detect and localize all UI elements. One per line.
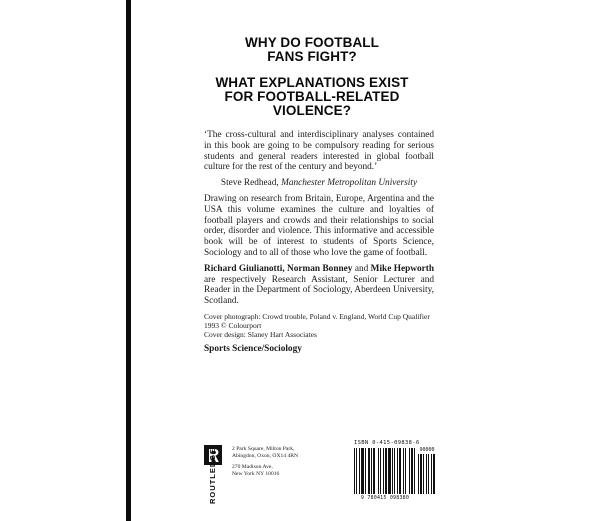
barcode-bar (420, 454, 422, 494)
barcode-bar (359, 448, 360, 494)
author-bio-text: are respectively Research Assistant, Senior Lecturer and Reader in the Department of Sociology, Aberdeen University, Scotland. (204, 274, 434, 307)
barcode-bar (373, 448, 375, 494)
barcode-bar (431, 454, 432, 494)
barcode-bar (418, 454, 419, 494)
isbn-barcode-block (354, 440, 436, 502)
headline-line: FANS FIGHT? (267, 49, 357, 64)
barcode-digits: 9 780415 098380 (360, 495, 410, 501)
review-quote: ‘The cross-cultural and interdisciplinary analyses contained in this book are going to be compulsory reading for serious students and general readers interested in global football culture for the rest of the century and beyond.’ (204, 130, 434, 173)
barcode-icon (354, 448, 416, 494)
barcode-bar (433, 454, 435, 494)
barcode-bar (371, 448, 372, 494)
author-bio (204, 264, 434, 307)
publisher-name: ROUTLEDGE (208, 447, 217, 504)
photo-credit: Cover photograph: Crowd trouble, Poland v. England, World Cup Qualifier 1993 © Colourport (204, 311, 430, 330)
barcode-bar (365, 448, 366, 494)
barcode-bar (403, 448, 404, 494)
address-line: 2 Park Square, Milton Park, (232, 446, 295, 452)
isbn-number: ISBN 0-415-09838-6 (354, 440, 420, 446)
barcode-bar (426, 454, 427, 494)
barcode-bar (394, 448, 395, 494)
design-credit: Cover design: Slaney Hart Associates (204, 329, 317, 339)
headline-line: VIOLENCE? (272, 103, 352, 118)
barcode-bar (385, 448, 387, 494)
blurb (204, 130, 434, 364)
headline-line: WHY DO FOOTBALL (245, 35, 379, 50)
barcode-addon-icon (418, 454, 436, 494)
barcode-bar (423, 454, 424, 494)
barcode-bar (378, 448, 379, 494)
barcode-addon-digits: 90000 (419, 447, 435, 453)
barcode-bar (383, 448, 384, 494)
publisher-address (232, 446, 332, 479)
headline-line: WHAT EXPLANATIONS EXIST (215, 75, 409, 90)
barcode-bar (411, 448, 413, 494)
cover-headline (204, 36, 420, 118)
barcode-bar (399, 448, 401, 494)
address-line: 270 Madison Ave, (232, 463, 273, 470)
barcode-bar (409, 448, 410, 494)
subject-category: Sports Science/Sociology (204, 343, 302, 354)
headline-line: FOR FOOTBALL-RELATED (224, 89, 400, 104)
quote-attribution (204, 178, 434, 189)
book-description: Drawing on research from Britain, Europe, Argentina and the USA this volume examines the culture and loyalties of football players and crowds and their relationships to social order, disorder and violence. This informative and accessible book will be of interest to students of Sports Science, Sociology and to all of those who love the game of football. (204, 193, 434, 258)
author-name: Richard Giulianotti, (204, 263, 285, 274)
barcode-bar (354, 448, 355, 494)
barcode-bar (405, 448, 406, 494)
barcode-bar (414, 448, 415, 494)
address-line: New York NY 10016 (232, 471, 280, 478)
author-conjunction: and (354, 263, 369, 274)
spine-edge (126, 0, 131, 521)
barcode-bar (428, 454, 429, 494)
barcode-bar (397, 448, 398, 494)
barcode-bar (392, 448, 393, 494)
author-name: Norman Bonney (287, 263, 353, 274)
barcode-bar (388, 448, 391, 494)
barcode-bar (368, 448, 370, 494)
barcode-bar (356, 448, 357, 494)
barcode-bar (361, 448, 364, 494)
quote-author: Steve Redhead, (220, 178, 279, 189)
quote-affiliation: Manchester Metropolitan University (281, 178, 418, 189)
barcode-bar (380, 448, 381, 494)
address-line: Abingdon, Oxon, OX14 4RN (232, 453, 299, 460)
author-name: Mike Hepworth (370, 263, 434, 274)
